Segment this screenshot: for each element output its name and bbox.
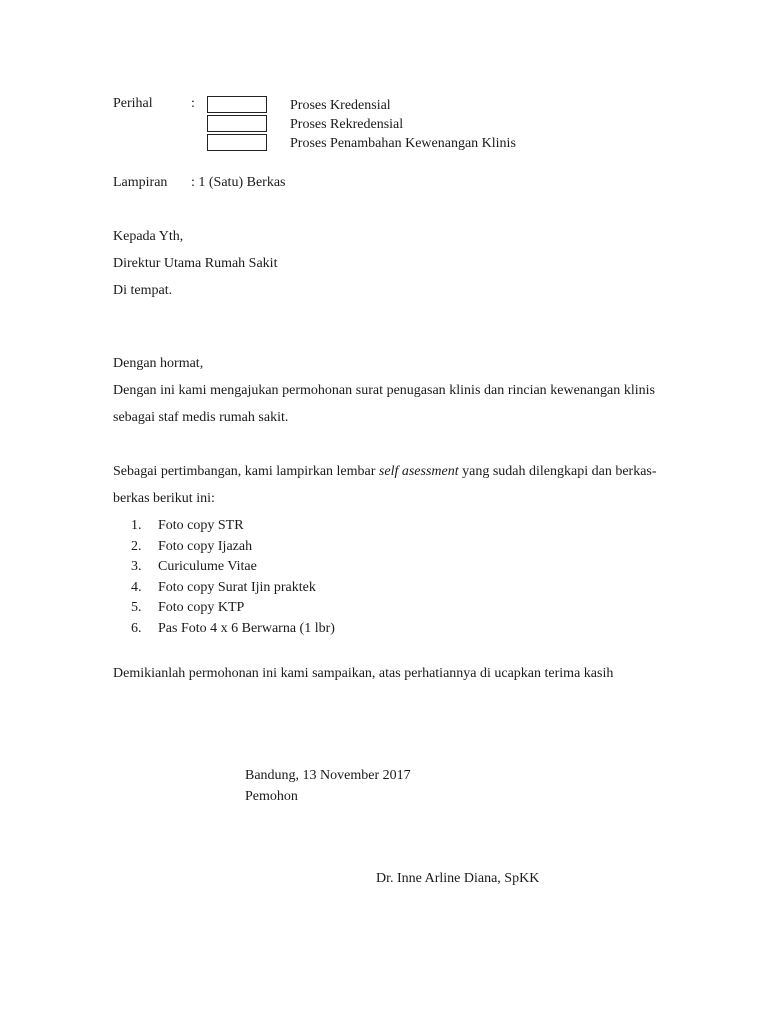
list-item-text: Pas Foto 4 x 6 Berwarna (1 lbr) — [158, 620, 335, 636]
lampiran-value: : 1 (Satu) Berkas — [191, 175, 286, 190]
paragraph-attachments-before: Sebagai pertimbangan, kami lampirkan lembar — [113, 464, 379, 479]
list-item-text: Foto copy Surat Ijin praktek — [158, 579, 316, 595]
lampiran-label: Lampiran — [113, 175, 168, 190]
self-assessment-term: self asessment — [378, 464, 459, 479]
list-item — [131, 619, 335, 640]
place-date: Bandung, 13 November 2017 — [245, 768, 411, 783]
signatory-name: Dr. Inne Arline Diana, SpKK — [376, 871, 540, 886]
recipient-line-1: Kepada Yth, — [113, 229, 184, 244]
option-kredensial: Proses Kredensial — [290, 98, 391, 113]
applicant-label: Pemohon — [245, 789, 298, 804]
list-item-text: Foto copy Ijazah — [158, 538, 253, 554]
checkbox-kredensial[interactable] — [207, 96, 267, 113]
list-item-text: Curiculume Vitae — [158, 559, 257, 575]
paragraph-attachments-after: yang sudah dilengkapi dan berkas-berkas berikut ini: — [113, 464, 657, 506]
list-item — [131, 537, 335, 558]
perihal-colon: : — [191, 96, 195, 111]
closing-sentence: Demikianlah permohonan ini kami sampaikan, atas perhatiannya di ucapkan terima kasih — [113, 666, 614, 681]
paragraph-attachments-intro — [113, 458, 673, 512]
list-item — [131, 578, 335, 599]
list-item-text: Foto copy STR — [158, 518, 244, 533]
attachments-list — [131, 516, 335, 640]
list-item-number: 2. — [131, 538, 142, 554]
greeting: Dengan hormat, — [113, 356, 204, 371]
list-item-number: 6. — [131, 620, 142, 636]
paragraph-request: Dengan ini kami mengajukan permohonan surat penugasan klinis dan rincian kewenangan klinis sebagai staf medis rumah sakit. — [113, 383, 655, 425]
list-item-text: Foto copy KTP — [158, 600, 245, 616]
option-rekredensial: Proses Rekredensial — [290, 117, 404, 132]
option-penambahan-kewenangan: Proses Penambahan Kewenangan Klinis — [290, 136, 516, 151]
list-item-number: 1. — [131, 518, 142, 533]
list-item — [131, 557, 335, 578]
list-item — [131, 598, 335, 619]
recipient-line-3: Di tempat. — [113, 283, 173, 298]
checkbox-rekredensial[interactable] — [207, 115, 267, 132]
perihal-label: Perihal — [113, 96, 153, 111]
list-item-number: 3. — [131, 559, 142, 575]
list-item-number: 5. — [131, 600, 142, 616]
list-item-number: 4. — [131, 579, 142, 595]
checkbox-penambahan-kewenangan[interactable] — [207, 134, 267, 151]
recipient-line-2: Direktur Utama Rumah Sakit — [113, 256, 278, 271]
list-item — [131, 516, 335, 537]
